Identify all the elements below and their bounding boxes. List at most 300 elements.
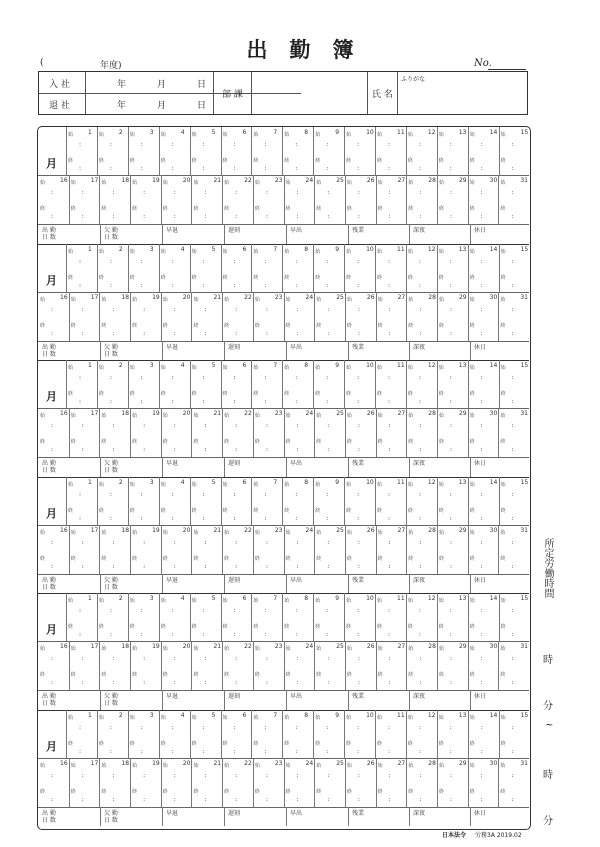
day-number: 5 [211, 478, 216, 486]
start-label: 始 [193, 413, 199, 419]
day-number: 2 [118, 478, 123, 486]
start-label: 始 [222, 714, 228, 721]
end-label: 終 [438, 507, 444, 514]
day-number: 13 [458, 362, 467, 369]
end-label: 終 [101, 439, 107, 445]
start-colon: : [171, 607, 174, 614]
end-label: 終 [253, 507, 259, 514]
start-label: 始 [40, 646, 46, 652]
start-colon: : [233, 607, 236, 614]
start-label: 始 [408, 529, 414, 536]
end-colon: : [173, 446, 176, 453]
start-colon: : [449, 305, 452, 313]
end-colon: : [235, 679, 238, 686]
end-label: 終 [500, 624, 506, 630]
early-start-label: 早出 [290, 693, 303, 700]
day-number: 14 [489, 245, 498, 253]
start-colon: : [233, 490, 236, 498]
end-colon: : [140, 747, 143, 755]
start-colon: : [449, 723, 452, 731]
start-colon: : [296, 771, 299, 779]
end-colon: : [357, 631, 360, 638]
day-number: 21 [213, 410, 222, 417]
month-label: 月 [46, 739, 57, 753]
end-colon: : [79, 514, 82, 522]
start-colon: : [511, 257, 514, 265]
end-label: 終 [98, 158, 104, 164]
start-colon: : [480, 141, 483, 148]
day-number: 25 [336, 643, 344, 650]
day-number: 6 [242, 245, 247, 253]
day-number: 18 [121, 293, 130, 301]
start-colon: : [235, 771, 238, 779]
early-start-label: 早出 [290, 227, 303, 234]
end-label: 終 [284, 391, 290, 397]
end-label: 終 [132, 439, 138, 445]
start-colon: : [357, 723, 360, 731]
start-label: 始 [162, 762, 168, 769]
start-label: 始 [284, 481, 290, 488]
end-label: 終 [377, 507, 383, 514]
absence-days-label: 日 数 [104, 350, 118, 358]
start-label: 始 [160, 248, 166, 255]
day-number: 4 [180, 478, 185, 486]
end-label: 終 [346, 439, 352, 445]
end-label: 終 [162, 555, 168, 562]
end-label: 終 [346, 788, 352, 795]
day-number: 2 [118, 245, 123, 253]
end-label: 終 [160, 624, 166, 630]
attendance-days-label: 出 勤 [42, 809, 56, 817]
end-colon: : [295, 514, 298, 522]
end-colon: : [418, 165, 421, 172]
day-number: 22 [244, 410, 252, 417]
day-number: 8 [304, 478, 309, 486]
day-number: 13 [458, 129, 467, 136]
month-block [38, 593, 529, 710]
start-label: 始 [68, 365, 74, 371]
end-colon: : [480, 446, 483, 453]
end-colon: : [143, 795, 146, 803]
day-number: 28 [428, 526, 436, 534]
start-label: 始 [129, 132, 135, 138]
start-colon: : [295, 490, 298, 498]
start-colon: : [388, 305, 391, 313]
start-colon: : [449, 655, 452, 662]
start-label: 始 [191, 365, 197, 371]
end-colon: : [511, 562, 514, 570]
start-colon: : [327, 422, 330, 429]
absence-days-label: 日 数 [104, 700, 118, 707]
day-number: 15 [520, 129, 529, 136]
day-number: 30 [489, 177, 498, 184]
day-number: 15 [520, 478, 529, 486]
start-label: 始 [377, 296, 383, 303]
start-colon: : [143, 422, 146, 429]
overtime-label: 残業 [352, 460, 365, 467]
end-colon: : [449, 747, 452, 755]
start-label: 始 [438, 413, 444, 419]
start-label: 始 [101, 296, 107, 303]
start-label: 始 [222, 365, 228, 371]
day-number: 11 [397, 478, 405, 486]
end-label: 終 [377, 439, 383, 445]
end-colon: : [357, 329, 360, 337]
start-colon: : [51, 538, 54, 546]
day-number: 13 [458, 711, 467, 719]
start-label: 始 [407, 714, 413, 721]
end-colon: : [173, 795, 176, 803]
end-colon: : [235, 446, 238, 453]
start-colon: : [326, 257, 329, 265]
start-colon: : [109, 723, 112, 731]
early-start-label: 早出 [290, 460, 303, 467]
end-colon: : [295, 398, 298, 405]
end-label: 終 [469, 274, 475, 281]
start-label: 始 [346, 529, 352, 536]
absence-days-label: 日 数 [104, 816, 118, 824]
end-colon: : [357, 562, 360, 570]
end-label: 終 [407, 740, 413, 747]
start-colon: : [480, 723, 483, 731]
end-colon: : [295, 631, 298, 638]
start-label: 始 [469, 762, 475, 769]
attendance-days-label: 出 勤 [42, 343, 56, 351]
end-colon: : [265, 795, 268, 803]
start-colon: : [357, 771, 360, 779]
absence-days-label: 日 数 [104, 583, 118, 591]
late-night-label: 深夜 [413, 809, 426, 817]
start-colon: : [357, 538, 360, 546]
day-number: 14 [489, 711, 498, 719]
start-label: 始 [469, 481, 475, 488]
late-night-label: 深夜 [413, 227, 426, 234]
day-number: 3 [149, 711, 154, 719]
end-colon: : [171, 281, 174, 289]
end-colon: : [296, 795, 299, 803]
start-label: 始 [500, 598, 506, 604]
start-colon: : [295, 374, 298, 381]
info-divider [397, 72, 398, 114]
start-colon: : [326, 607, 329, 614]
end-label: 終 [407, 158, 413, 164]
start-colon: : [419, 422, 422, 429]
start-colon: : [480, 374, 483, 381]
end-colon: : [112, 446, 115, 453]
holiday-label: 休日 [474, 693, 487, 700]
end-label: 終 [346, 555, 352, 562]
side-minute-2: 分 [543, 816, 553, 827]
day-number: 19 [152, 526, 160, 534]
start-colon: : [235, 655, 238, 662]
start-label: 始 [407, 248, 413, 255]
start-label: 始 [346, 481, 352, 488]
start-colon: : [357, 607, 360, 614]
end-colon: : [296, 679, 299, 686]
day-number: 29 [458, 643, 467, 650]
end-colon: : [296, 446, 299, 453]
end-label: 終 [469, 391, 475, 397]
end-colon: : [480, 213, 483, 220]
start-colon: : [326, 374, 329, 381]
end-label: 終 [377, 555, 383, 562]
start-colon: : [204, 305, 207, 313]
day-number: 24 [305, 643, 314, 650]
start-label: 始 [101, 762, 107, 769]
end-colon: : [109, 398, 112, 405]
start-colon: : [235, 538, 238, 546]
end-label: 終 [469, 439, 475, 445]
end-label: 終 [346, 507, 352, 514]
end-colon: : [357, 446, 360, 453]
end-colon: : [202, 747, 205, 755]
end-label: 終 [438, 555, 444, 562]
absence-days-label: 欠 勤 [104, 460, 118, 467]
start-colon: : [112, 305, 115, 313]
day-number: 19 [152, 293, 160, 301]
start-colon: : [357, 490, 360, 498]
end-label: 終 [254, 555, 260, 562]
attendance-days-label: 出 勤 [42, 227, 56, 234]
end-label: 終 [162, 672, 168, 678]
end-label: 終 [408, 672, 414, 678]
start-colon: : [327, 771, 330, 779]
start-colon: : [511, 422, 514, 429]
end-label: 終 [284, 507, 290, 514]
end-colon: : [140, 514, 143, 522]
number-label: No. [474, 58, 492, 69]
month-label: 月 [46, 506, 57, 520]
end-label: 終 [101, 788, 107, 795]
day-number: 7 [273, 362, 278, 369]
end-label: 終 [193, 555, 199, 562]
day-number: 12 [427, 711, 436, 719]
start-colon: : [511, 607, 514, 614]
start-label: 始 [98, 132, 104, 138]
day-number: 19 [152, 177, 160, 184]
start-label: 始 [438, 248, 444, 255]
start-label: 始 [407, 132, 413, 138]
end-colon: : [388, 329, 391, 337]
end-label: 終 [40, 439, 46, 445]
day-number: 24 [305, 293, 314, 301]
month-block [38, 244, 529, 361]
end-label: 終 [70, 322, 76, 329]
start-colon: : [296, 538, 299, 546]
start-label: 始 [222, 481, 228, 488]
day-number: 26 [366, 177, 375, 184]
early-leave-label: 早退 [166, 227, 179, 234]
day-number: 23 [274, 293, 283, 301]
start-colon: : [388, 538, 391, 546]
end-label: 終 [500, 322, 506, 329]
day-number: 24 [305, 526, 314, 534]
start-label: 始 [254, 762, 260, 769]
day-number: 21 [213, 293, 222, 301]
form-code: 労務3A 2019.02 [475, 832, 522, 839]
start-label: 始 [254, 413, 260, 419]
start-label: 始 [377, 762, 383, 769]
day-number: 28 [428, 177, 436, 184]
day-number: 24 [305, 177, 314, 184]
start-label: 始 [254, 529, 260, 536]
start-label: 始 [285, 762, 291, 769]
day-number: 1 [88, 478, 92, 486]
end-label: 終 [377, 206, 383, 212]
end-colon: : [511, 213, 514, 220]
attendance-days-label: 日 数 [42, 350, 56, 358]
attendance-grid [37, 126, 531, 830]
day-number: 20 [182, 177, 191, 184]
start-colon: : [81, 538, 84, 546]
end-label: 終 [129, 391, 135, 397]
end-colon: : [202, 165, 205, 172]
start-label: 始 [224, 413, 230, 419]
end-label: 終 [285, 672, 291, 678]
end-colon: : [480, 747, 483, 755]
day-number: 2 [118, 129, 123, 136]
start-label: 始 [129, 481, 135, 488]
end-label: 終 [224, 672, 230, 678]
end-label: 終 [101, 555, 107, 562]
start-colon: : [51, 305, 54, 313]
end-label: 終 [101, 322, 107, 329]
day-number: 23 [274, 177, 283, 184]
start-label: 始 [129, 714, 135, 721]
end-colon: : [480, 795, 483, 803]
day-number: 8 [304, 711, 309, 719]
day-number: 7 [273, 478, 278, 486]
start-label: 始 [129, 248, 135, 255]
start-colon: : [204, 538, 207, 546]
day-number: 3 [149, 362, 154, 369]
end-label: 終 [408, 555, 414, 562]
start-label: 始 [377, 365, 383, 371]
day-number: 5 [211, 711, 216, 719]
left-year: 年 [117, 101, 127, 111]
end-label: 終 [407, 274, 413, 281]
day-number: 16 [60, 177, 68, 184]
start-label: 始 [70, 296, 76, 303]
start-label: 始 [70, 180, 76, 186]
start-colon: : [202, 374, 205, 381]
end-colon: : [233, 631, 236, 638]
end-colon: : [388, 165, 391, 172]
end-colon: : [264, 747, 267, 755]
start-colon: : [418, 490, 421, 498]
start-label: 始 [438, 296, 444, 303]
day-number: 25 [336, 410, 344, 417]
end-label: 終 [408, 322, 414, 329]
day-number: 22 [244, 759, 252, 767]
day-number: 24 [305, 410, 314, 417]
start-label: 始 [193, 646, 199, 652]
left-day: 日 [197, 101, 207, 111]
end-label: 終 [316, 439, 322, 445]
side-minute-1: 分 [543, 701, 553, 712]
start-label: 始 [500, 646, 506, 652]
day-number: 19 [152, 759, 160, 767]
end-colon: : [51, 213, 54, 220]
day-number: 21 [213, 759, 222, 767]
end-colon: : [449, 562, 452, 570]
late-arrival-label: 遅刻 [228, 576, 241, 584]
end-label: 終 [68, 158, 74, 164]
day-number: 4 [180, 362, 185, 369]
start-label: 始 [438, 180, 444, 186]
end-label: 終 [193, 672, 199, 678]
start-colon: : [173, 538, 176, 546]
start-colon: : [265, 655, 268, 662]
start-colon: : [202, 141, 205, 148]
end-label: 終 [132, 672, 138, 678]
end-label: 終 [98, 391, 104, 397]
start-colon: : [511, 655, 514, 662]
end-label: 終 [469, 158, 475, 164]
end-label: 終 [408, 206, 414, 212]
day-number: 7 [273, 595, 278, 602]
early-start-label: 早出 [290, 343, 303, 351]
end-colon: : [326, 398, 329, 405]
end-colon: : [173, 213, 176, 220]
start-colon: : [264, 723, 267, 731]
day-number: 27 [397, 293, 406, 301]
start-colon: : [511, 189, 514, 196]
start-colon: : [449, 422, 452, 429]
info-divider [213, 72, 214, 114]
start-label: 始 [346, 365, 352, 371]
day-number: 11 [397, 245, 405, 253]
late-night-label: 深夜 [413, 693, 426, 700]
day-number: 31 [520, 643, 528, 650]
end-colon: : [173, 329, 176, 337]
start-label: 始 [500, 481, 506, 488]
start-label: 始 [284, 365, 290, 371]
day-number: 22 [244, 643, 252, 650]
end-label: 終 [285, 555, 291, 562]
start-label: 始 [132, 413, 138, 419]
day-number: 30 [489, 526, 498, 534]
start-colon: : [143, 305, 146, 313]
end-colon: : [204, 446, 207, 453]
end-colon: : [264, 165, 267, 172]
overtime-label: 残業 [352, 343, 365, 351]
day-number: 20 [182, 643, 191, 650]
start-label: 始 [500, 529, 506, 536]
end-colon: : [419, 213, 422, 220]
day-number: 25 [336, 293, 344, 301]
start-label: 始 [407, 481, 413, 488]
start-label: 始 [377, 529, 383, 536]
start-label: 始 [193, 180, 199, 186]
start-label: 始 [315, 248, 321, 255]
absence-days-label: 欠 勤 [104, 343, 118, 351]
start-colon: : [202, 607, 205, 614]
start-colon: : [419, 189, 422, 196]
day-number: 14 [489, 129, 498, 136]
day-number: 11 [397, 129, 405, 136]
end-label: 終 [500, 206, 506, 212]
end-colon: : [79, 165, 82, 172]
joined-year: 年 [117, 80, 127, 90]
start-label: 始 [160, 365, 166, 371]
attendance-days-label: 出 勤 [42, 460, 56, 467]
start-label: 始 [377, 132, 383, 138]
number-field-line[interactable] [488, 69, 526, 70]
start-colon: : [326, 141, 329, 148]
day-number: 16 [60, 293, 68, 301]
end-label: 終 [191, 624, 197, 630]
